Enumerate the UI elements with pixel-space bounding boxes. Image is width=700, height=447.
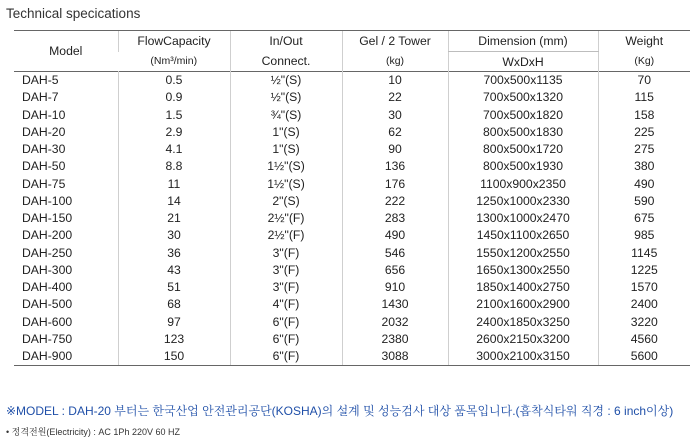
weight-cell: 225 xyxy=(598,124,690,141)
model-cell: DAH-30 xyxy=(22,142,66,157)
flow-cell: 2.9 xyxy=(118,124,230,141)
weight-cell: 3220 xyxy=(598,314,690,331)
model-cell: DAH-300 xyxy=(22,262,73,277)
weight-cell: 675 xyxy=(598,210,690,227)
flow-cell: 68 xyxy=(118,296,230,313)
table-row xyxy=(14,331,690,348)
gel-cell: 222 xyxy=(342,193,448,210)
gel-cell: 22 xyxy=(342,89,448,106)
weight-cell: 2400 xyxy=(598,296,690,313)
weight-cell: 275 xyxy=(598,141,690,158)
weight-cell: 590 xyxy=(598,193,690,210)
table-row xyxy=(14,193,690,210)
gel-cell: 656 xyxy=(342,262,448,279)
model-cell: DAH-750 xyxy=(22,331,73,346)
header-dimension: Dimension (mm) xyxy=(448,31,598,52)
page-title: Technical specications xyxy=(6,6,141,21)
dimension-cell: 1250x1000x2330 xyxy=(448,193,598,210)
connection-cell: 2"(S) xyxy=(230,193,342,210)
gel-cell: 136 xyxy=(342,158,448,175)
model-cell: DAH-10 xyxy=(22,107,66,122)
weight-cell: 158 xyxy=(598,107,690,124)
flow-cell: 21 xyxy=(118,210,230,227)
weight-cell: 1145 xyxy=(598,245,690,262)
model-cell: DAH-900 xyxy=(14,348,118,366)
flow-cell: 150 xyxy=(118,348,230,366)
model-cell: DAH-600 xyxy=(22,314,73,329)
dimension-cell: 1850x1400x2750 xyxy=(448,279,598,296)
weight-cell: 5600 xyxy=(598,348,690,366)
gel-cell: 30 xyxy=(342,107,448,124)
dimension-cell: 700x500x1135 xyxy=(448,72,598,90)
connection-cell: ¾"(S) xyxy=(230,107,342,124)
gel-cell: 1430 xyxy=(342,296,448,313)
flow-cell: 8.8 xyxy=(118,158,230,175)
connection-cell: 3"(F) xyxy=(230,245,342,262)
connection-cell: 3"(F) xyxy=(230,262,342,279)
model-cell: DAH-200 xyxy=(22,228,73,243)
dimension-cell: 700x500x1320 xyxy=(448,89,598,106)
connection-cell: ½"(S) xyxy=(230,72,342,90)
header-flow-unit: (Nm³/min) xyxy=(150,55,198,68)
model-cell: DAH-5 xyxy=(22,73,59,88)
dimension-cell: 1100x900x2350 xyxy=(448,176,598,193)
connection-cell: 3"(F) xyxy=(230,279,342,296)
header-inout: In/Out xyxy=(230,31,342,52)
model-cell: DAH-250 xyxy=(22,245,73,260)
spec-table xyxy=(14,30,690,366)
model-cell: DAH-150 xyxy=(22,211,73,226)
dimension-cell: 3000x2100x3150 xyxy=(448,348,598,366)
gel-cell: 3088 xyxy=(342,348,448,366)
weight-cell: 115 xyxy=(598,89,690,106)
flow-cell: 97 xyxy=(118,314,230,331)
table-row xyxy=(14,296,690,313)
dimension-cell: 800x500x1930 xyxy=(448,158,598,175)
header-flow: FlowCapacity xyxy=(118,31,230,52)
gel-cell: 910 xyxy=(342,279,448,296)
table-row xyxy=(14,227,690,244)
gel-cell: 490 xyxy=(342,227,448,244)
connection-cell: 1"(S) xyxy=(230,141,342,158)
gel-cell: 90 xyxy=(342,141,448,158)
weight-cell: 985 xyxy=(598,227,690,244)
header-dimension-sub: WxDxH xyxy=(448,52,598,72)
gel-cell: 283 xyxy=(342,210,448,227)
table-row xyxy=(14,158,690,175)
connection-cell: 2½"(F) xyxy=(230,210,342,227)
table-row xyxy=(14,245,690,262)
weight-cell: 70 xyxy=(598,72,690,90)
flow-cell: 0.5 xyxy=(118,72,230,90)
flow-cell: 30 xyxy=(118,227,230,244)
model-cell: DAH-75 xyxy=(22,176,66,191)
header-row xyxy=(14,31,690,52)
connection-cell: 1"(S) xyxy=(230,124,342,141)
header-gel-unit: (kg) xyxy=(342,52,448,72)
weight-cell: 1570 xyxy=(598,279,690,296)
header-weight: Weight xyxy=(598,31,690,52)
connection-cell: ½"(S) xyxy=(230,89,342,106)
connection-cell: 1½"(S) xyxy=(230,176,342,193)
table-body xyxy=(14,72,690,366)
flow-cell: 4.1 xyxy=(118,141,230,158)
dimension-cell: 2400x1850x3250 xyxy=(448,314,598,331)
kosha-note: ※MODEL : DAH-20 부터는 한국산업 안전관리공단(KOSHA)의 설계 및 성능검사 대상 품목입니다.(흡착식타워 직경 : 6 inch이상) xyxy=(6,404,674,418)
connection-cell: 6"(F) xyxy=(230,348,342,366)
dimension-cell: 2600x2150x3200 xyxy=(448,331,598,348)
flow-cell: 36 xyxy=(118,245,230,262)
table-row xyxy=(14,89,690,106)
gel-cell: 176 xyxy=(342,176,448,193)
weight-cell: 1225 xyxy=(598,262,690,279)
flow-cell: 1.5 xyxy=(118,107,230,124)
flow-cell: 0.9 xyxy=(118,89,230,106)
connection-cell: 1½"(S) xyxy=(230,158,342,175)
model-cell: DAH-20 xyxy=(22,124,66,139)
flow-cell: 43 xyxy=(118,262,230,279)
header-gel: Gel / 2 Tower xyxy=(342,31,448,52)
dimension-cell: 1450x1100x2650 xyxy=(448,227,598,244)
connection-cell: 4"(F) xyxy=(230,296,342,313)
model-cell: DAH-500 xyxy=(22,297,73,312)
table-row xyxy=(14,210,690,227)
electricity-note: • 정격전원(Electricity) : AC 1Ph 220V 60 HZ xyxy=(6,427,180,437)
table-row xyxy=(14,348,690,366)
weight-cell: 490 xyxy=(598,176,690,193)
dimension-cell: 800x500x1720 xyxy=(448,141,598,158)
dimension-cell: 1650x1300x2550 xyxy=(448,262,598,279)
table-row xyxy=(14,262,690,279)
gel-cell: 2032 xyxy=(342,314,448,331)
connection-cell: 6"(F) xyxy=(230,331,342,348)
connection-cell: 2½"(F) xyxy=(230,227,342,244)
table-row xyxy=(14,72,690,90)
flow-cell: 123 xyxy=(118,331,230,348)
dimension-cell: 700x500x1820 xyxy=(448,107,598,124)
header-model: Model xyxy=(14,31,118,72)
flow-cell: 14 xyxy=(118,193,230,210)
gel-cell: 10 xyxy=(342,72,448,90)
dimension-cell: 1550x1200x2550 xyxy=(448,245,598,262)
weight-cell: 4560 xyxy=(598,331,690,348)
model-cell: DAH-50 xyxy=(22,159,66,174)
header-weight-unit: (Kg) xyxy=(598,52,690,72)
table-row xyxy=(14,314,690,331)
weight-cell: 380 xyxy=(598,158,690,175)
table-row xyxy=(14,124,690,141)
table-row xyxy=(14,141,690,158)
connection-cell: 6"(F) xyxy=(230,314,342,331)
header-inout-sub: Connect. xyxy=(230,52,342,72)
dimension-cell: 800x500x1830 xyxy=(448,124,598,141)
dimension-cell: 1300x1000x2470 xyxy=(448,210,598,227)
model-cell: DAH-7 xyxy=(22,90,59,105)
table-row xyxy=(14,176,690,193)
table-row xyxy=(14,279,690,296)
flow-cell: 11 xyxy=(118,176,230,193)
model-cell: DAH-400 xyxy=(22,280,73,295)
model-cell: DAH-100 xyxy=(22,193,73,208)
flow-cell: 51 xyxy=(118,279,230,296)
dimension-cell: 2100x1600x2900 xyxy=(448,296,598,313)
gel-cell: 546 xyxy=(342,245,448,262)
gel-cell: 2380 xyxy=(342,331,448,348)
gel-cell: 62 xyxy=(342,124,448,141)
table-row xyxy=(14,107,690,124)
